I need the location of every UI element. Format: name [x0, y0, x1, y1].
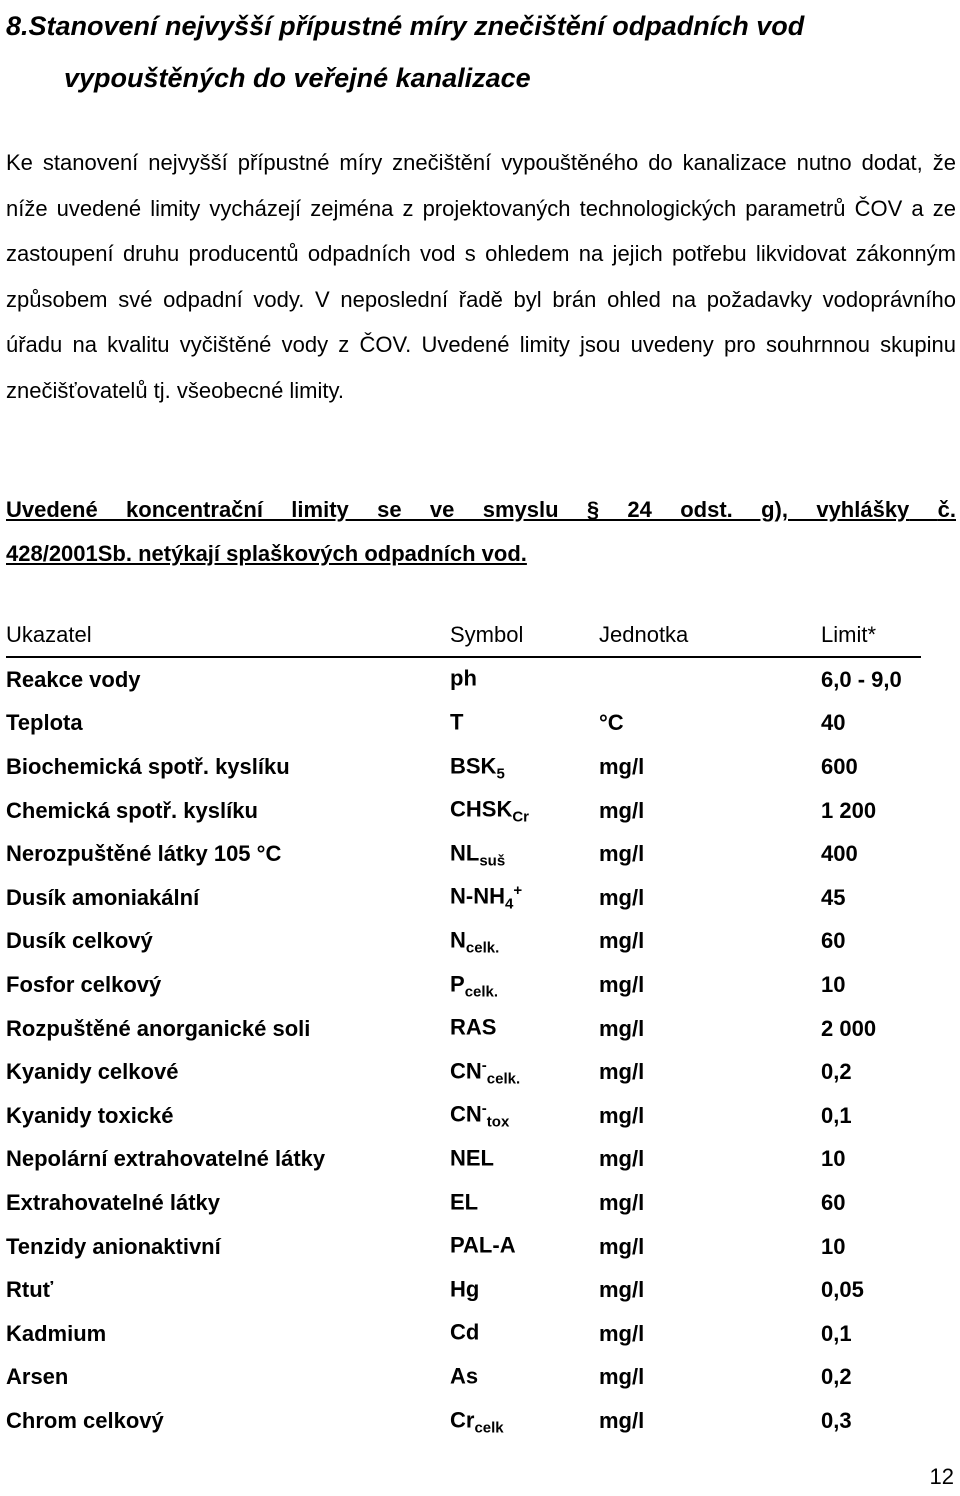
unit-cell: °C	[599, 710, 624, 736]
unit-cell: mg/l	[599, 797, 645, 823]
symbol-cell	[450, 1007, 599, 1051]
unit-cell: mg/l	[599, 1059, 645, 1085]
symbol-base: NL	[450, 840, 480, 866]
symbol-subscript: celk.	[486, 1070, 521, 1088]
symbol-cell	[450, 1225, 599, 1269]
table-row	[6, 1399, 921, 1443]
table-row	[6, 1225, 921, 1269]
symbol-cell	[450, 657, 599, 702]
symbol-cell	[450, 789, 599, 833]
symbol-base: N-NH	[450, 883, 505, 909]
symbol-base: Cr	[450, 1406, 475, 1432]
intro-paragraph: Ke stanovení nejvyšší přípustné míry znečištění vypouštěného do kanalizace nutno dodat, že níže uvedené limity vycházejí zejména z projektovaných technologických parametrů ČOV a ze zastoupení druhu producentů odpadních vod s ohledem na jejich potřebu likvidovat zákonným způsobem své odpadní vody. V neposlední řadě byl brán ohled na požadavky vodoprávního úřadu na kvalitu vyčištěné vody z ČOV. Uvedené limity jsou uvedeny pro souhrnnou skupinu znečišťovatelů tj. všeobecné limity.	[6, 150, 956, 403]
symbol-cell	[450, 1181, 599, 1225]
limit-cell: 10	[821, 1146, 846, 1172]
symbol-cell	[450, 1050, 599, 1094]
symbol-subscript: tox	[486, 1114, 510, 1132]
unit-cell: mg/l	[599, 1233, 645, 1259]
symbol-base: P	[450, 970, 465, 996]
table-row	[6, 702, 921, 746]
symbol-cell	[450, 1138, 599, 1182]
unit-cell: mg/l	[599, 1364, 645, 1390]
table-row	[6, 1268, 921, 1312]
unit-cell: mg/l	[599, 884, 645, 910]
limit-cell: 40	[821, 710, 846, 736]
symbol-subscript: celk.	[464, 983, 499, 1001]
heading-line-2: vypouštěných do veřejné kanalizace	[64, 63, 531, 93]
limit-cell: 6,0 - 9,0	[821, 666, 902, 692]
indicator-cell: Chrom celkový	[6, 1407, 164, 1433]
symbol-base: NEL	[450, 1145, 494, 1171]
indicator-cell: Arsen	[6, 1364, 69, 1390]
table-row	[6, 789, 921, 833]
symbol-subscript: 5	[496, 765, 505, 783]
indicator-cell: Dusík celkový	[6, 928, 153, 954]
symbol-cell	[450, 745, 599, 789]
symbol-base: RAS	[450, 1014, 497, 1040]
unit-cell: mg/l	[599, 1189, 645, 1215]
unit-cell	[599, 657, 821, 702]
symbol-base: BSK	[450, 752, 497, 778]
symbol-superscript: +	[513, 882, 523, 900]
table-row	[6, 1007, 921, 1051]
symbol-base: Hg	[450, 1276, 480, 1302]
symbol-cell	[450, 702, 599, 746]
table-row	[6, 1094, 921, 1138]
indicator-cell: Biochemická spotř. kyslíku	[6, 753, 290, 779]
symbol-base: CN	[450, 1058, 482, 1084]
indicator-cell: Kyanidy celkové	[6, 1059, 179, 1085]
table-row	[6, 1356, 921, 1400]
table-row	[6, 1181, 921, 1225]
indicator-cell: Kadmium	[6, 1320, 107, 1346]
table-row	[6, 1312, 921, 1356]
limit-cell: 10	[821, 1233, 846, 1259]
table-row	[6, 745, 921, 789]
unit-cell: mg/l	[599, 1102, 645, 1128]
indicator-cell: Chemická spotř. kyslíku	[6, 797, 258, 823]
table-row	[6, 657, 921, 702]
symbol-subscript: suš	[479, 852, 506, 870]
scope-note	[6, 488, 956, 576]
limit-cell: 1 200	[821, 797, 877, 823]
limit-cell: 10	[821, 971, 846, 997]
symbol-subscript: Cr	[512, 808, 530, 826]
header-symbol: Symbol	[450, 614, 599, 657]
limit-cell: 0,1	[821, 1320, 852, 1346]
limit-cell: 0,2	[821, 1364, 852, 1390]
limit-cell: 2 000	[821, 1015, 877, 1041]
symbol-cell	[450, 1094, 599, 1138]
limit-cell: 400	[821, 841, 858, 867]
indicator-cell: Kyanidy toxické	[6, 1102, 174, 1128]
indicator-cell: Rtuť	[6, 1277, 54, 1303]
table-row	[6, 1138, 921, 1182]
header-indicator: Ukazatel	[6, 614, 450, 657]
indicator-cell: Teplota	[6, 710, 83, 736]
symbol-cell	[450, 1356, 599, 1400]
symbol-cell	[450, 1399, 599, 1443]
symbol-base: T	[450, 709, 464, 735]
table-row	[6, 1050, 921, 1094]
symbol-cell	[450, 832, 599, 876]
table-row	[6, 832, 921, 876]
indicator-cell: Extrahovatelné látky	[6, 1189, 220, 1215]
heading-line-1: 8.Stanovení nejvyšší přípustné míry znečištění odpadních vod	[6, 11, 805, 41]
limit-cell: 60	[821, 928, 846, 954]
indicator-cell: Dusík amoniakální	[6, 884, 200, 910]
header-limit: Limit*	[821, 614, 921, 657]
limit-cell: 600	[821, 753, 858, 779]
symbol-cell	[450, 920, 599, 964]
limit-cell: 0,2	[821, 1059, 852, 1085]
unit-cell: mg/l	[599, 1407, 645, 1433]
indicator-cell: Rozpuštěné anorganické soli	[6, 1015, 311, 1041]
symbol-cell	[450, 1268, 599, 1312]
limit-cell: 45	[821, 884, 846, 910]
unit-cell: mg/l	[599, 971, 645, 997]
symbol-subscript: 4	[505, 896, 514, 914]
header-unit: Jednotka	[599, 614, 821, 657]
symbol-subscript: celk.	[465, 939, 500, 957]
symbol-base: CHSK	[450, 796, 513, 822]
unit-cell: mg/l	[599, 1320, 645, 1346]
symbol-base: Cd	[450, 1319, 480, 1345]
unit-cell: mg/l	[599, 928, 645, 954]
pollution-limits-table	[6, 614, 921, 1443]
indicator-cell: Reakce vody	[6, 666, 141, 692]
symbol-base: ph	[450, 665, 477, 691]
limit-cell: 60	[821, 1189, 846, 1215]
limit-cell: 0,05	[821, 1277, 864, 1303]
unit-cell: mg/l	[599, 753, 645, 779]
table-row	[6, 920, 921, 964]
indicator-cell: Tenzidy anionaktivní	[6, 1233, 221, 1259]
symbol-base: N	[450, 927, 466, 953]
limit-cell: 0,1	[821, 1102, 852, 1128]
scope-note-line-1: Uvedené koncentrační limity se ve smyslu § 24 odst. g), vyhlášky	[6, 497, 910, 522]
table-header-row	[6, 614, 921, 657]
table-row	[6, 963, 921, 1007]
unit-cell: mg/l	[599, 841, 645, 867]
symbol-superscript: -	[481, 1056, 487, 1074]
symbol-base: EL	[450, 1188, 479, 1214]
symbol-base: CN	[450, 1101, 482, 1127]
unit-cell: mg/l	[599, 1015, 645, 1041]
indicator-cell: Nepolární extrahovatelné látky	[6, 1146, 326, 1172]
page-number: 12	[929, 1464, 954, 1489]
unit-cell: mg/l	[599, 1277, 645, 1303]
table-row	[6, 876, 921, 920]
indicator-cell: Fosfor celkový	[6, 971, 162, 997]
symbol-base: As	[450, 1363, 479, 1389]
symbol-subscript: celk	[474, 1419, 504, 1437]
symbol-superscript: -	[481, 1100, 487, 1118]
symbol-cell	[450, 1312, 599, 1356]
unit-cell: mg/l	[599, 1146, 645, 1172]
limit-cell: 0,3	[821, 1407, 852, 1433]
table-body	[6, 657, 921, 1443]
symbol-cell	[450, 963, 599, 1007]
symbol-cell	[450, 876, 599, 920]
section-heading	[6, 0, 956, 104]
indicator-cell: Nerozpuštěné látky 105 °C	[6, 841, 282, 867]
scope-note-line-2: č. 428/2001Sb. netýkají splaškových odpadních vod.	[6, 497, 956, 566]
symbol-base: PAL-A	[450, 1232, 516, 1258]
